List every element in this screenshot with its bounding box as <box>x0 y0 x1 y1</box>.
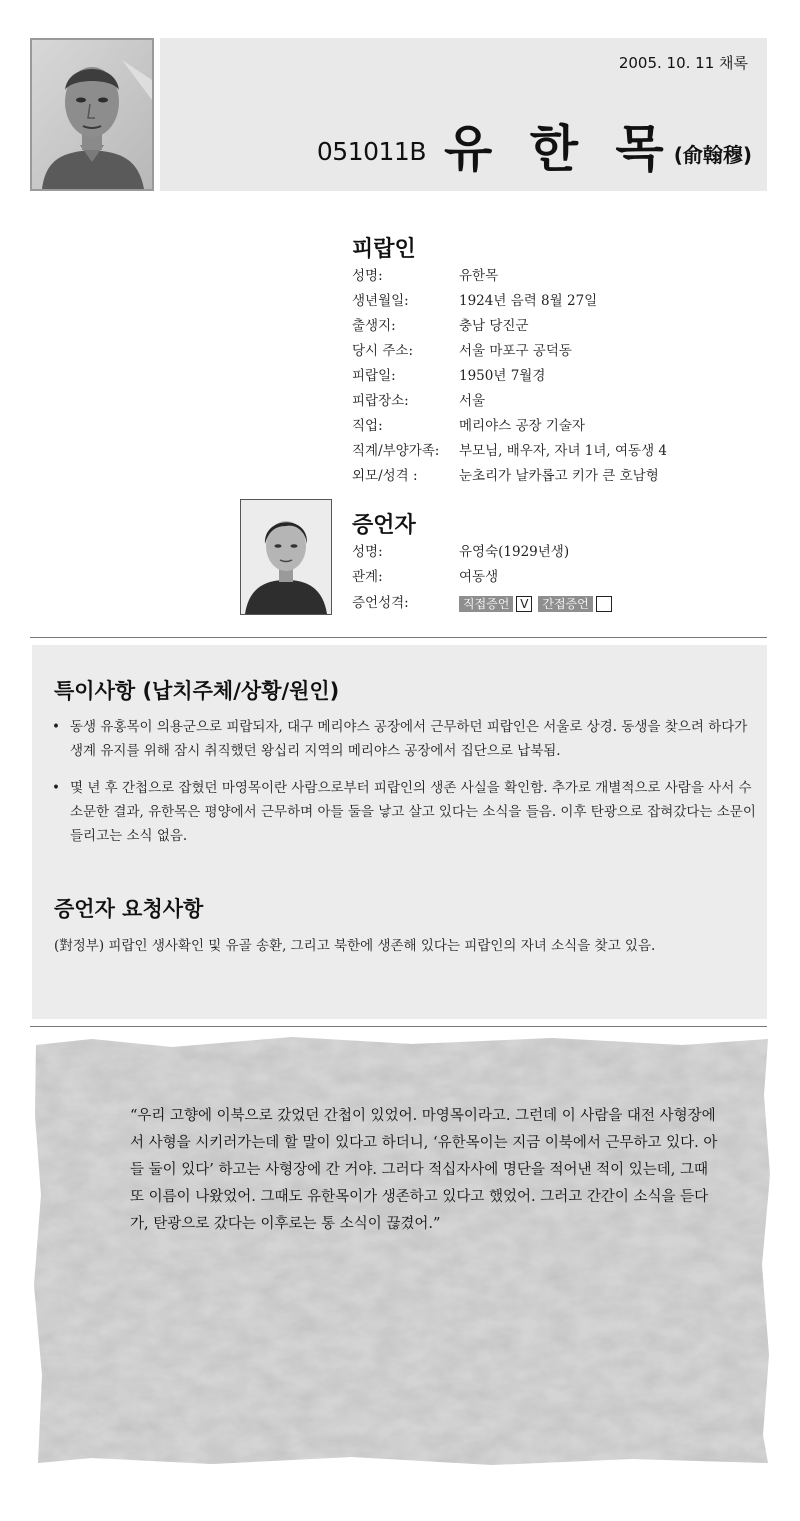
info-row <box>352 390 485 412</box>
info-value: 충남 당진군 <box>459 318 529 334</box>
indirect-testimony-checkbox <box>596 596 612 612</box>
bullet-dot: • <box>52 780 60 796</box>
info-row <box>352 340 572 362</box>
info-label: 외모/성격 : <box>352 468 418 484</box>
info-row <box>352 566 498 588</box>
direct-testimony-checkbox: V <box>516 596 532 612</box>
testimony-type-row <box>352 592 618 614</box>
bullet-dot: • <box>52 719 60 735</box>
abductee-name-hanja: (俞翰穆) <box>673 143 752 167</box>
info-row <box>352 315 529 337</box>
info-row <box>352 290 597 312</box>
divider-top <box>30 637 767 638</box>
witness-photo <box>240 499 332 615</box>
note-text: 몇 년 후 간첩으로 잡혔던 마영목이란 사람으로부터 피랍인의 생존 사실을 확인함. 추가로 개별적으로 사람을 사서 수소문한 결과, 유한목은 평양에서 근무하며 아들 둘을 낳고 살고 있다는 소식을 들음. 이후 탄광으로 잡혀갔다는 소문이 들리고는 소식 없음. <box>70 780 756 844</box>
info-value: 눈초리가 날카롭고 키가 큰 호남형 <box>459 468 659 484</box>
title-row <box>316 120 752 178</box>
request-heading: 증언자 요청사항 <box>54 897 204 921</box>
testimony-options <box>459 592 618 614</box>
info-value: 유영숙(1929년생) <box>459 544 570 560</box>
info-label: 직업: <box>352 418 383 434</box>
info-label: 성명: <box>352 544 383 560</box>
indirect-testimony-chip: 간접증언 <box>538 596 592 612</box>
info-value: 부모님, 배우자, 자녀 1녀, 여동생 4 <box>459 443 667 459</box>
note-bullet <box>52 776 757 848</box>
info-value: 메리야스 공장 기술자 <box>459 418 585 434</box>
info-label: 피랍일: <box>352 368 396 384</box>
info-label: 관계: <box>352 569 383 585</box>
record-date: 2005. 10. 11 채록 <box>618 54 748 72</box>
notes-heading: 특이사항 (납치주체/상황/원인) <box>54 679 340 703</box>
info-value: 서울 마포구 공덕동 <box>459 343 572 359</box>
quote-panel <box>32 1035 772 1467</box>
info-label: 생년월일: <box>352 293 409 309</box>
info-label: 피랍장소: <box>352 393 409 409</box>
testimony-quote: “우리 고향에 이북으로 갔었던 간첩이 있었어. 마영목이라고. 그런데 이 사람을 대전 사형장에서 사형을 시키러가는데 할 말이 있다고 하더니, ‘유한목이는 지금 이북에서 근무하고 있다. 아들 둘이 있다’ 하고는 사형장에 간 거야. 그러다 적십자사에 명단을 적어낸 적이 있는데, 그때 또 이름이 나왔었어. 그때도 유한목이가 생존하고 있다고 했었어. 그러고 간간이 소식을 듣다가, 탄광으로 갔다는 이후로는 통 소식이 끊겼어.” <box>130 1108 718 1232</box>
info-label: 성명: <box>352 268 383 284</box>
info-value: 유한목 <box>459 268 499 284</box>
info-row <box>352 415 585 437</box>
note-bullet <box>52 715 757 763</box>
info-row <box>352 465 659 487</box>
info-value: 서울 <box>459 393 486 409</box>
info-label: 출생지: <box>352 318 396 334</box>
case-id: 051011B <box>316 137 426 166</box>
info-value: 1924년 음력 8월 27일 <box>459 293 598 309</box>
info-value: 여동생 <box>459 569 499 585</box>
info-label: 당시 주소: <box>352 343 414 359</box>
info-row <box>352 440 667 462</box>
notes-panel <box>32 645 767 1019</box>
info-label: 증언성격: <box>352 595 409 611</box>
info-label: 직계/부양가족: <box>352 443 440 459</box>
direct-testimony-chip: 직접증언 <box>459 596 513 612</box>
abductee-heading: 피랍인 <box>352 237 416 262</box>
info-row <box>352 265 498 287</box>
request-text: (對정부) 피랍인 생사확인 및 유골 송환, 그리고 북한에 생존해 있다는 피랍인의 자녀 소식을 찾고 있음. <box>54 938 656 954</box>
info-row <box>352 365 545 387</box>
info-row <box>352 541 569 563</box>
divider-bottom <box>30 1026 767 1027</box>
abductee-portrait <box>30 38 154 191</box>
abductee-name: 유 한 목 <box>444 120 674 178</box>
witness-heading: 증언자 <box>352 513 416 538</box>
info-value: 1950년 7월경 <box>459 368 546 384</box>
note-text: 동생 유홍목이 의용군으로 피랍되자, 대구 메리야스 공장에서 근무하던 피랍인은 서울로 상경. 동생을 찾으려 하다가 생계 유지를 위해 잠시 취직했던 왕십리 지역의 메리야스 공장에서 집단으로 납북됨. <box>70 719 748 759</box>
